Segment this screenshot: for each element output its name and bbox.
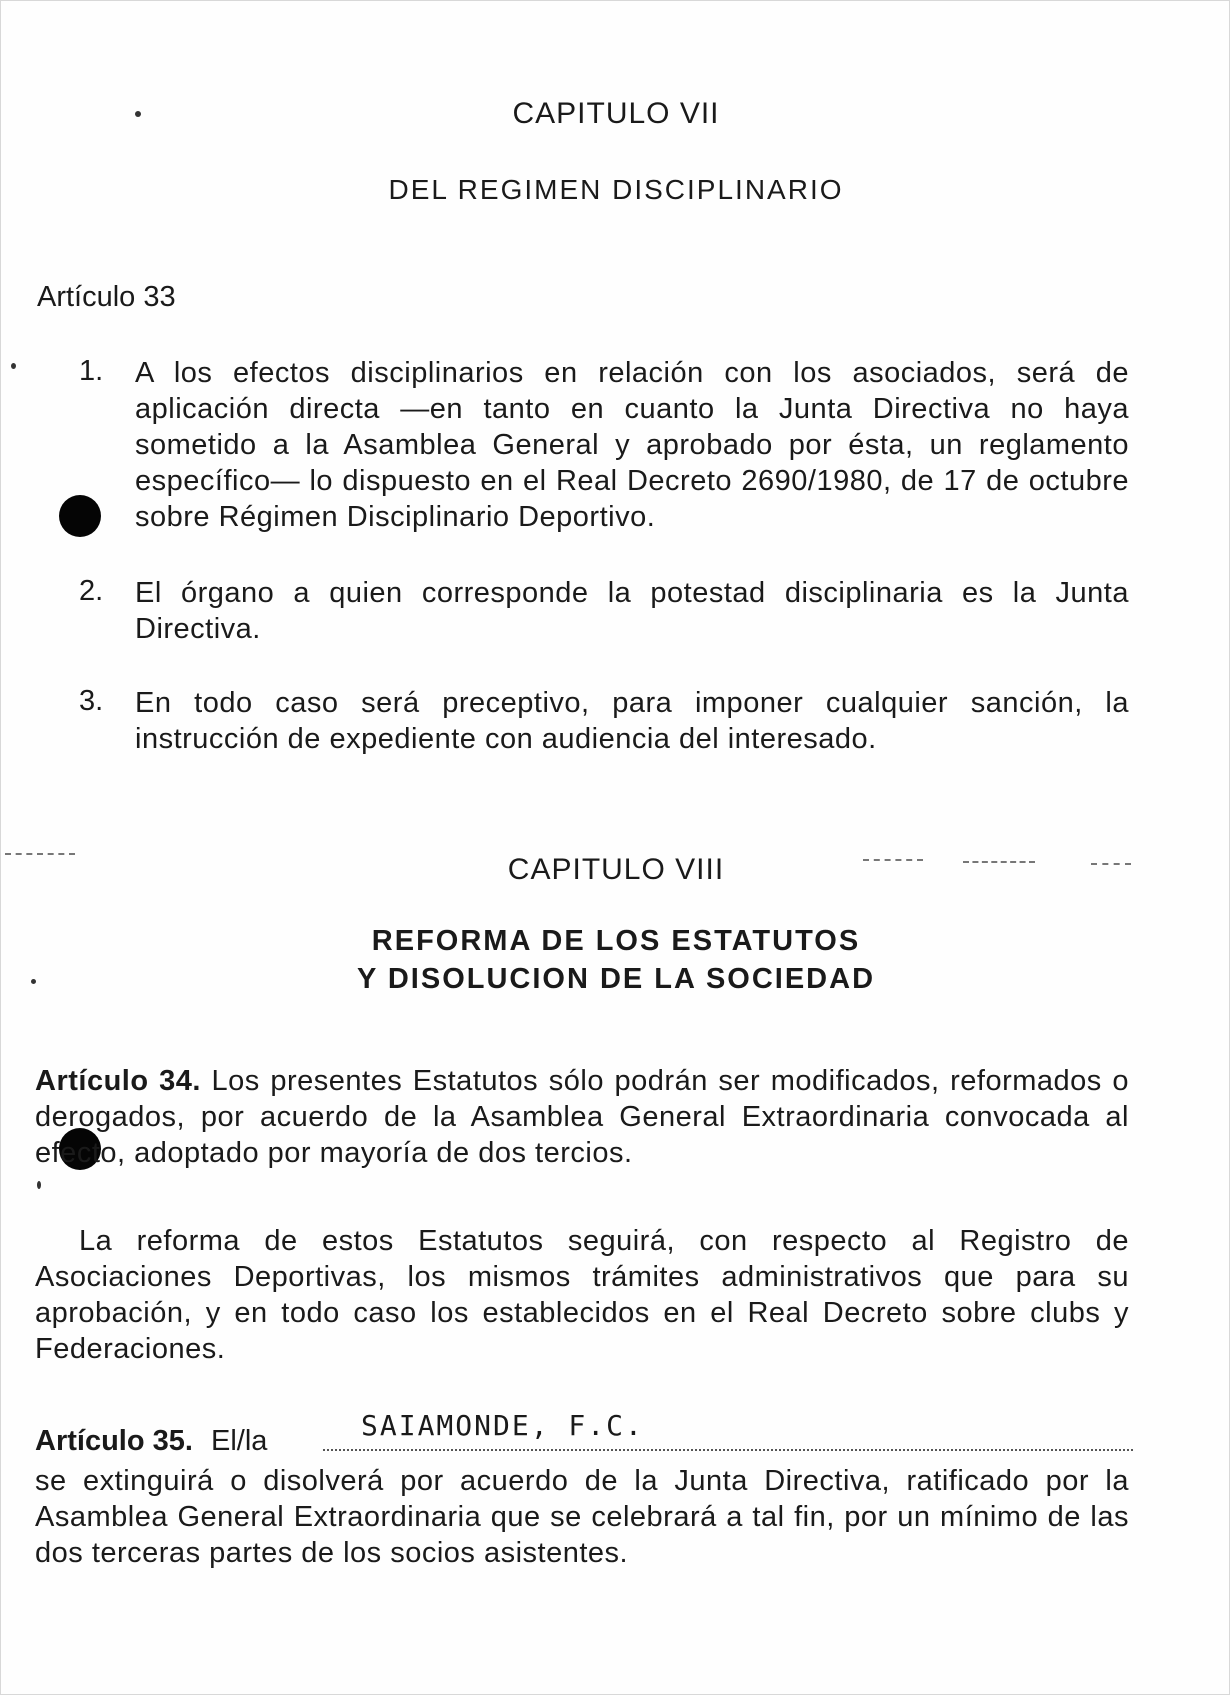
chapter-8-subheading-line-1: REFORMA DE LOS ESTATUTOS	[371, 925, 861, 957]
item-3-number: 3.	[79, 685, 104, 717]
club-name-fill-line	[323, 1449, 1133, 1451]
article-34-label: Artículo 34.	[35, 1065, 201, 1097]
chapter-8-heading: CAPITULO VIII	[507, 853, 725, 886]
scan-speck	[11, 363, 16, 369]
item-1-text: A los efectos disciplinarios en relación con los asociados, será de aplicación directa —en tanto en cuanto la Junta Directiva no haya sometido a la Asamblea General y aprobado por ésta, un reglamento específico— lo dispuesto en el Real Decreto 2690/1980, de 17 de octubre sobre Régimen Disciplinario Deportivo.	[135, 357, 1129, 533]
chapter-8-subheading-line-2: Y DISOLUCION DE LA SOCIEDAD	[356, 963, 876, 995]
punch-hole-top	[59, 495, 101, 537]
article-35-line-1	[35, 1425, 267, 1458]
club-name-typed: SAIAMONDE, F.C.	[361, 1409, 644, 1442]
chapter-7-subheading: DEL REGIMEN DISCIPLINARIO	[388, 174, 844, 205]
article-34-text: Los presentes Estatutos sólo podrán ser modificados, reformados o derogados, por acuerdo de la Asamblea General Extraordinaria convocada al efecto, adoptado por mayoría de dos tercios.	[35, 1065, 1129, 1169]
article-35-prefix: El/la	[211, 1425, 268, 1457]
article-35-label: Artículo 35.	[35, 1425, 193, 1457]
article-34-paragraph-2: La reforma de estos Estatutos seguirá, con respecto al Registro de Asociaciones Deportivas, los mismos trámites administrativos que para su aprobación, y en todo caso los establecidos en el Real Decreto sobre clubs y Federaciones.	[35, 1225, 1129, 1365]
chapter-7-heading: CAPITULO VII	[512, 97, 720, 130]
article-34-paragraph	[35, 1063, 1129, 1171]
article-33-label: Artículo 33	[37, 281, 176, 313]
article-35-text: se extinguirá o disolverá por acuerdo de la Junta Directiva, ratificado por la Asamblea General Extraordinaria que se celebrará a tal fin, por un mínimo de las dos terceras partes de los socios asistentes.	[35, 1465, 1129, 1569]
item-2-number: 2.	[79, 575, 104, 607]
item-2-text: El órgano a quien corresponde la potestad disciplinaria es la Junta Directiva.	[135, 577, 1129, 645]
scan-speck	[37, 1181, 41, 1189]
item-3-text: En todo caso será preceptivo, para imponer cualquier sanción, la instrucción de expediente con audiencia del interesado.	[135, 687, 1129, 755]
item-1-number: 1.	[79, 355, 104, 387]
